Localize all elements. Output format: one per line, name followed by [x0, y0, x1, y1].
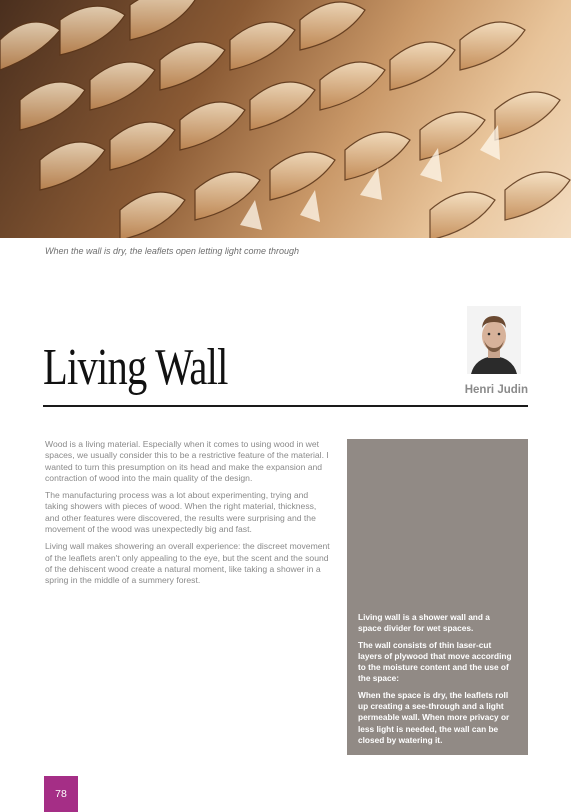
sidebar-paragraph: When the space is dry, the leaflets roll up creating a see-through and a light permeable wall. When more privacy or less light is needed, the wall can be closed by watering it. — [358, 689, 510, 745]
sidebar-text — [358, 612, 514, 751]
author-portrait — [467, 306, 521, 374]
title-divider — [43, 405, 528, 407]
page-number: 78 — [44, 776, 78, 812]
author-name: Henri Judin — [464, 384, 528, 396]
sidebar-paragraph: Living wall is a shower wall and a space divider for wet spaces. — [358, 612, 490, 634]
photo-caption: When the wall is dry, the leaflets open letting light come through — [45, 246, 299, 256]
sidebar-paragraph: The wall consists of thin laser-cut layers of plywood that move according to the moisture content and the use of the space: — [358, 639, 512, 684]
body-paragraph: Wood is a living material. Especially when it comes to using wood in wet spaces, we usually consider this to be a restrictive feature of the material. I wanted to turn this presumption on its head and make the expansion and contraction of wood into the main quality of the design. — [45, 439, 329, 483]
wooden-leaflet-wall-photo-icon — [0, 0, 571, 238]
hero-photo — [0, 0, 571, 238]
body-paragraph: Living wall makes showering an overall experience: the discreet movement of the leaflets aren't only appealing to the eye, but the scent and the sound of the dehiscent wood create a natural moment, like taking a shower in a spring in the middle of a summery forest. — [45, 541, 330, 586]
article-body — [45, 439, 330, 593]
author-portrait-icon — [467, 306, 521, 374]
body-paragraph: The manufacturing process was a lot about experimenting, trying and taking showers with pieces of wood. When the right material, thickness, and other features were discovered, the results were surprising and the movement of the wood was unexpectedly big and fast. — [45, 490, 317, 535]
article-title: Living Wall — [43, 339, 228, 396]
